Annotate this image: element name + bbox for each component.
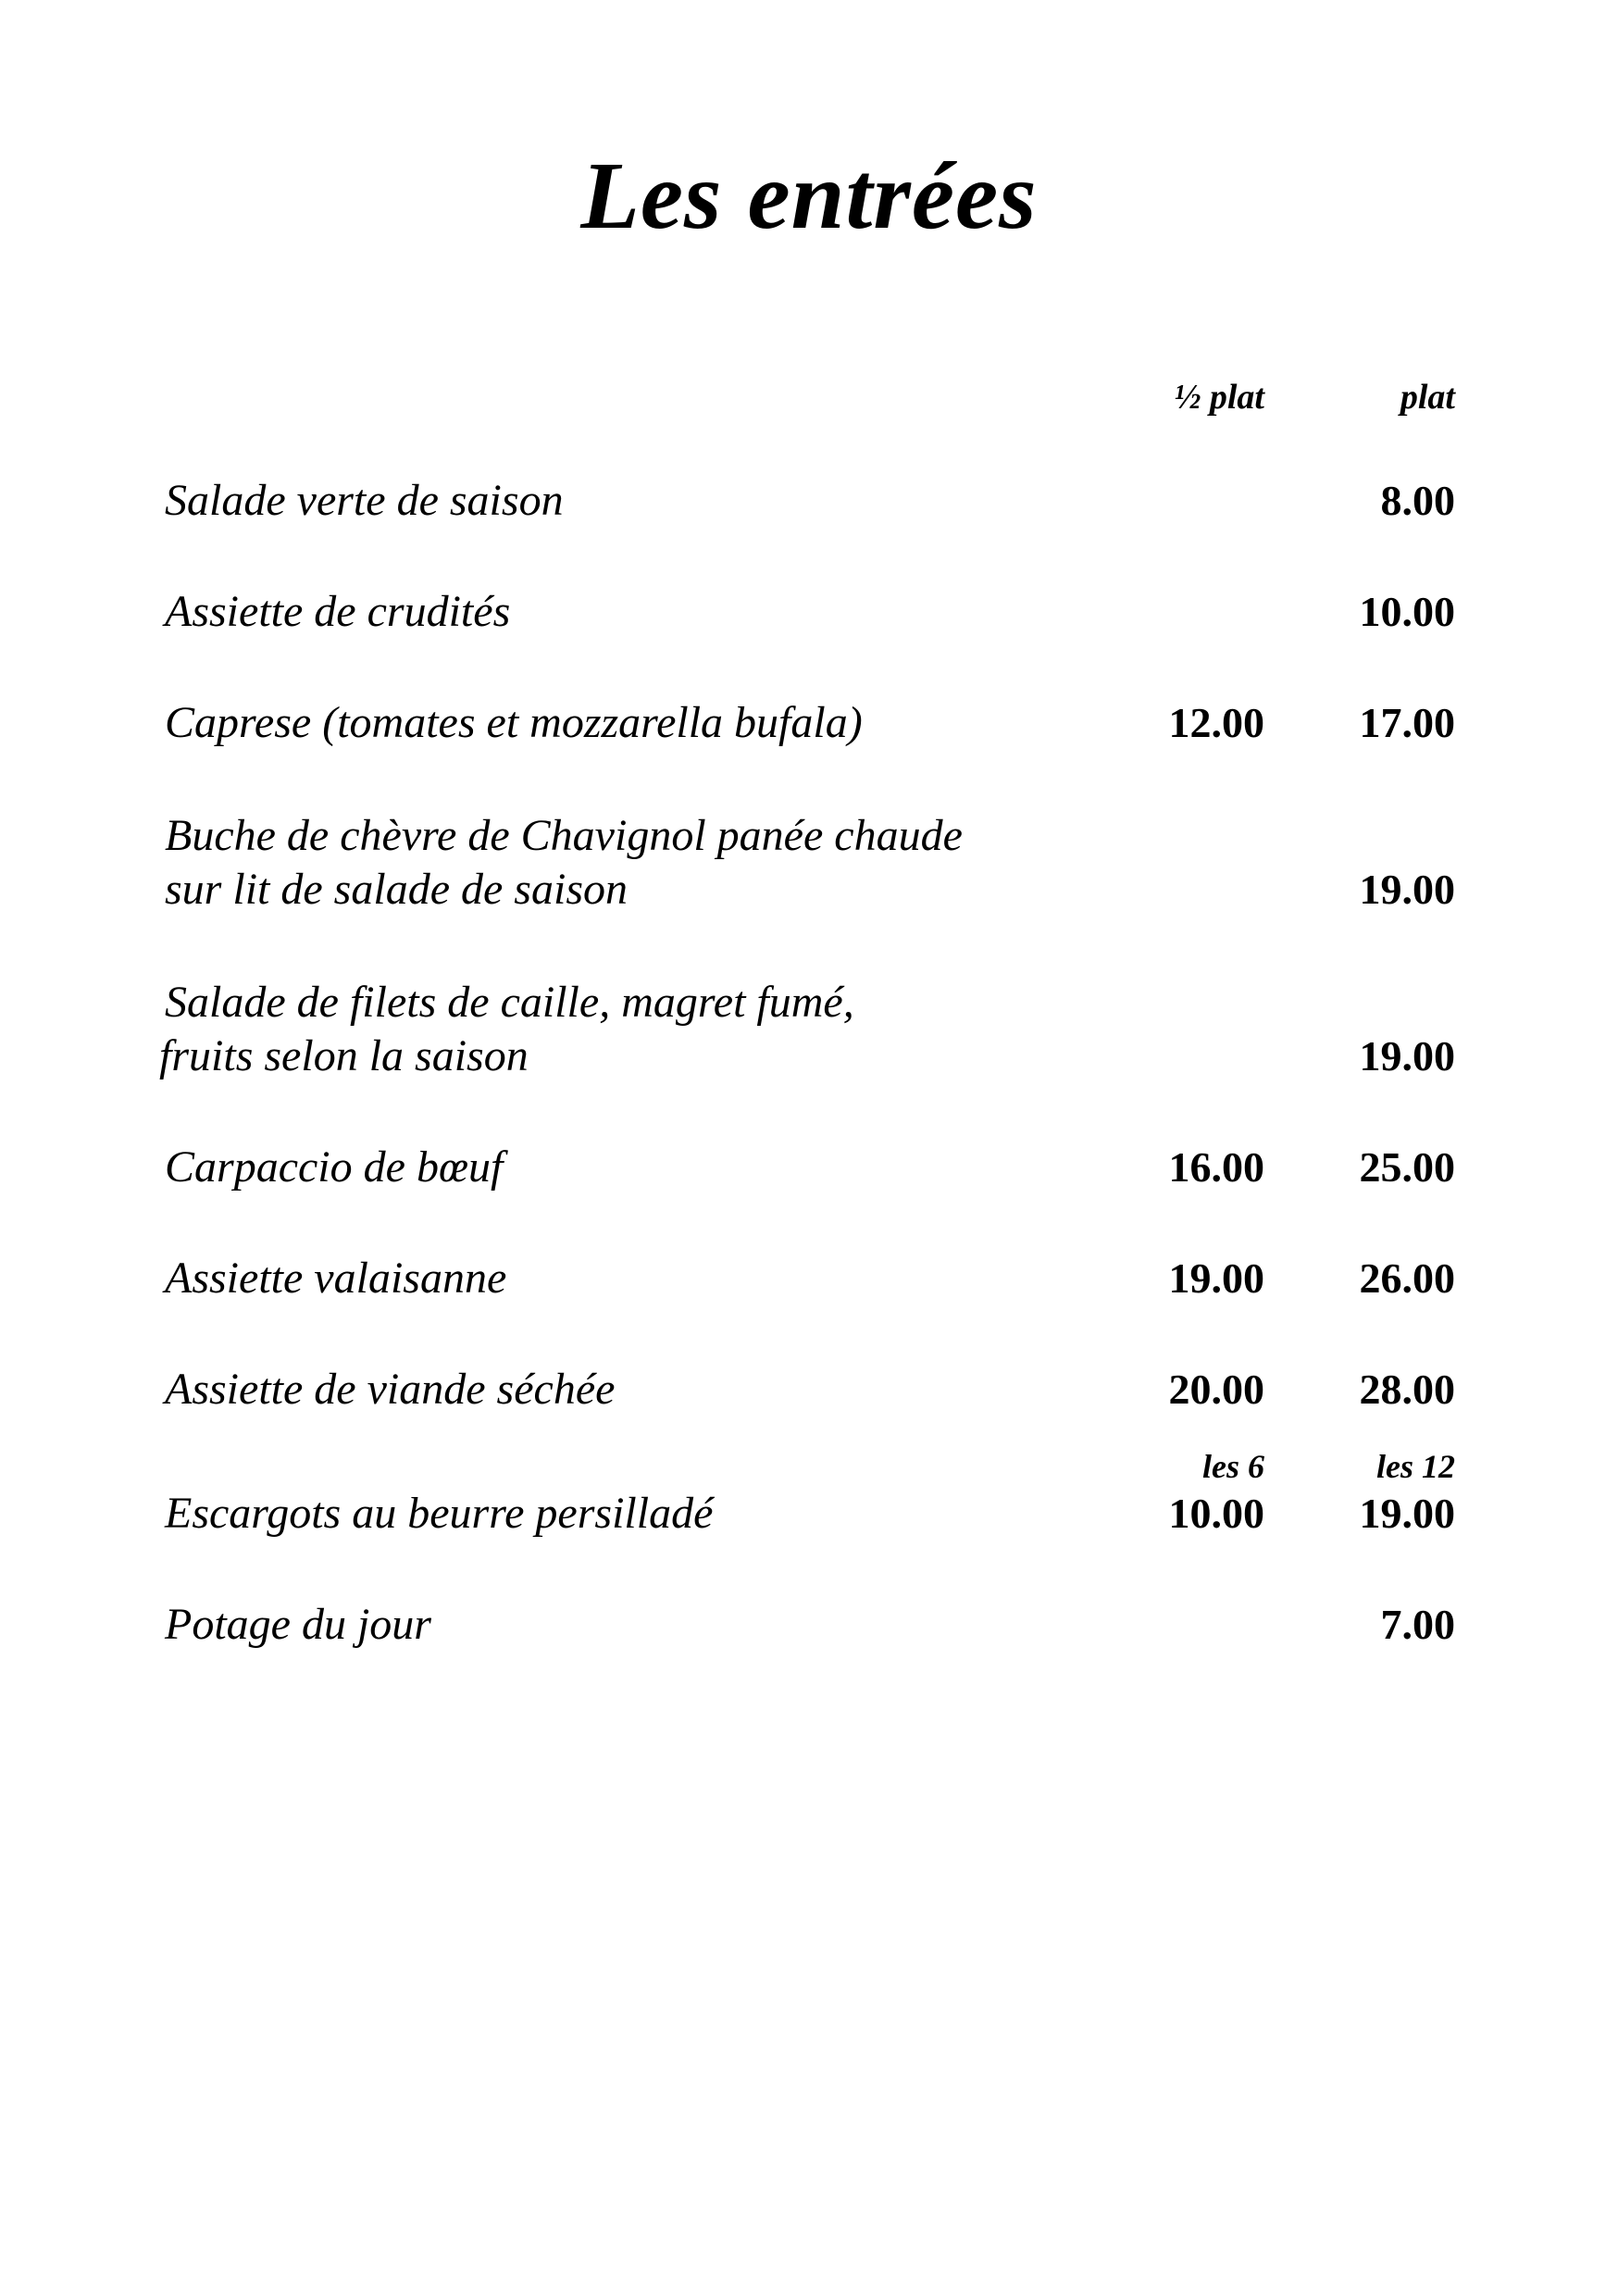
menu-item-name [165,1363,615,1416]
menu-item-name [165,474,564,528]
quantity-half-plate: les 6 [1202,1448,1264,1485]
price-full-plate: 28.00 [1359,1366,1455,1413]
menu-item-name [165,696,863,750]
menu-item-name-line: fruits selon la saison [159,1031,529,1080]
menu-item-name [165,585,510,639]
menu-item-name [165,1487,713,1541]
price-full-plate: 25.00 [1359,1143,1455,1191]
menu-item-name [159,976,854,1083]
menu-item-name-line: Salade verte de saison [165,476,564,525]
menu-item-name-line: sur lit de salade de saison [165,865,628,914]
menu-item-name [165,1598,431,1652]
price-full-plate: 19.00 [1359,1490,1455,1537]
menu-item-name-line: Carpaccio de bœuf [165,1142,504,1192]
menu-item-name-line: Potage du jour [165,1600,431,1649]
price-full-plate: 8.00 [1380,477,1455,524]
price-half-plate: 10.00 [1168,1490,1264,1537]
menu-item-name [165,1252,506,1305]
price-half-plate: 19.00 [1168,1254,1264,1302]
menu-item-name [165,809,963,917]
column-header-half-plate: ½ plat [1174,378,1264,417]
quantity-full-plate: les 12 [1376,1448,1455,1485]
menu-item-name-line: Buche de chèvre de Chavignol panée chaude [165,811,963,860]
menu-item-name-line: Caprese (tomates et mozzarella bufala) [165,698,863,747]
menu-item-name-line: Escargots au beurre persilladé [165,1489,714,1538]
price-half-plate: 20.00 [1168,1366,1264,1413]
menu-item-name [165,1141,503,1194]
menu-item-name-line: Assiette valaisanne [165,1254,507,1303]
column-header-full-plate: plat [1400,378,1455,417]
price-full-plate: 17.00 [1359,699,1455,746]
price-full-plate: 26.00 [1359,1254,1455,1302]
menu-item-name-line: Assiette de crudités [165,587,511,636]
price-half-plate: 12.00 [1168,699,1264,746]
page-title: Les entrées [580,143,1038,249]
price-full-plate: 19.00 [1359,1032,1455,1079]
price-full-plate: 19.00 [1359,866,1455,913]
menu-item-name-line: Assiette de viande séchée [165,1365,616,1414]
price-full-plate: 10.00 [1359,588,1455,635]
price-half-plate: 16.00 [1168,1143,1264,1191]
menu-item-name-line: Salade de filets de caille, magret fumé, [165,978,854,1027]
price-full-plate: 7.00 [1380,1601,1455,1648]
